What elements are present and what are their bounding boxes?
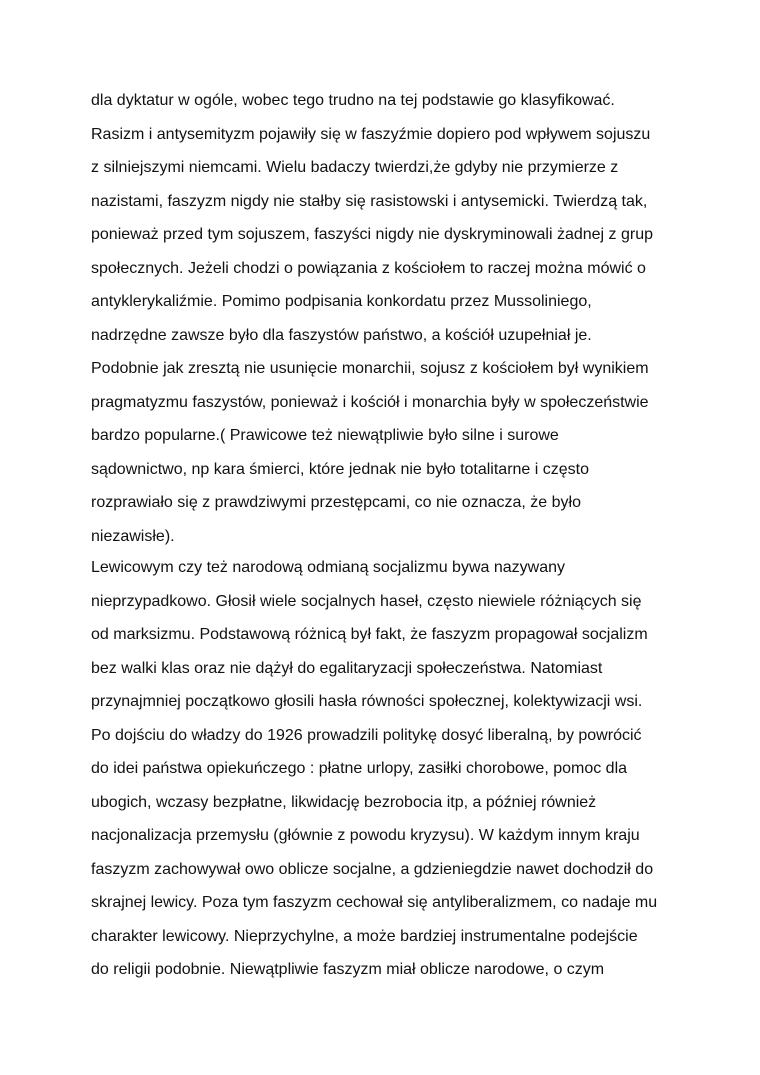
text-line: Po dojściu do władzy do 1926 prowadzili politykę dosyć liberalną, by powrócić (91, 726, 642, 744)
text-line: z silniejszymi niemcami. Wielu badaczy twierdzi,że gdyby nie przymierze z (91, 159, 619, 176)
text-line: Podobnie jak zresztą nie usunięcie monarchii, sojusz z kościołem był wynikiem (91, 360, 649, 377)
text-line: bez walki klas oraz nie dążył do egalitaryzacji społeczeństwa. Natomiast (91, 659, 603, 677)
text-line: Lewicowym czy też narodową odmianą socjalizmu bywa nazywany (91, 559, 565, 576)
text-line: ponieważ przed tym sojuszem, faszyści nigdy nie dyskryminowali żadnej z grup (91, 226, 654, 243)
text-line: nieprzypadkowo. Głosił wiele socjalnych haseł, często niewiele różniących się (91, 592, 642, 610)
text-line: skrajnej lewicy. Poza tym faszyzm cechował się antyliberalizmem, co nadaje mu (91, 894, 658, 911)
text-line: rozprawiało się z prawdziwymi przestępcami, co nie oznacza, że było (91, 494, 581, 511)
text-line: Rasizm i antysemityzm pojawiły się w faszyźmie dopiero pod wpływem sojuszu (91, 125, 651, 143)
text-line: niezawisłe). (91, 527, 175, 545)
text-line: do religii podobnie. Niewątpliwie faszyzm miał oblicze narodowe, o czym (91, 961, 605, 978)
text-line: społecznych. Jeżeli chodzi o powiązania z kościołem to raczej można mówić o (91, 259, 646, 277)
text-line: charakter lewicowy. Nieprzychylne, a może bardziej instrumentalne podejście (91, 927, 638, 945)
text-line: ubogich, wczasy bezpłatne, likwidację bezrobocia itp, a później również (91, 793, 597, 811)
text-line: antyklerykaliźmie. Pomimo podpisania konkordatu przez Mussoliniego, (91, 293, 592, 310)
text-line: dla dyktatur w ogóle, wobec tego trudno na tej podstawie go klasyfikować. (91, 92, 615, 109)
text-line: nacjonalizacja przemysłu (głównie z powodu kryzysu). W każdym innym kraju (91, 827, 640, 844)
text-line: przynajmniej początkowo głosili hasła równości społecznej, kolektywizacji wsi. (91, 693, 643, 710)
text-line: do idei państwa opiekuńczego : płatne urlopy, zasiłki chorobowe, pomoc dla (91, 760, 628, 777)
text-line: bardzo popularne.( Prawicowe też niewątpliwie było silne i surowe (91, 427, 559, 444)
text-line: nazistami, faszyzm nigdy nie stałby się rasistowski i antysemicki. Twierdzą tak, (91, 192, 648, 210)
text-line: od marksizmu. Podstawową różnicą był fakt, że faszyzm propagował socjalizm (91, 626, 648, 643)
text-line: pragmatyzmu faszystów, ponieważ i kościół i monarchia były w społeczeństwie (91, 393, 649, 411)
text-line: nadrzędne zawsze było dla faszystów państwo, a kościół uzupełniał je. (91, 326, 592, 344)
text-line: sądownictwo, np kara śmierci, które jednak nie było totalitarne i często (91, 460, 590, 478)
text-line: faszyzm zachowywał owo oblicze socjalne, a gdzieniegdzie nawet dochodził do (91, 860, 654, 878)
